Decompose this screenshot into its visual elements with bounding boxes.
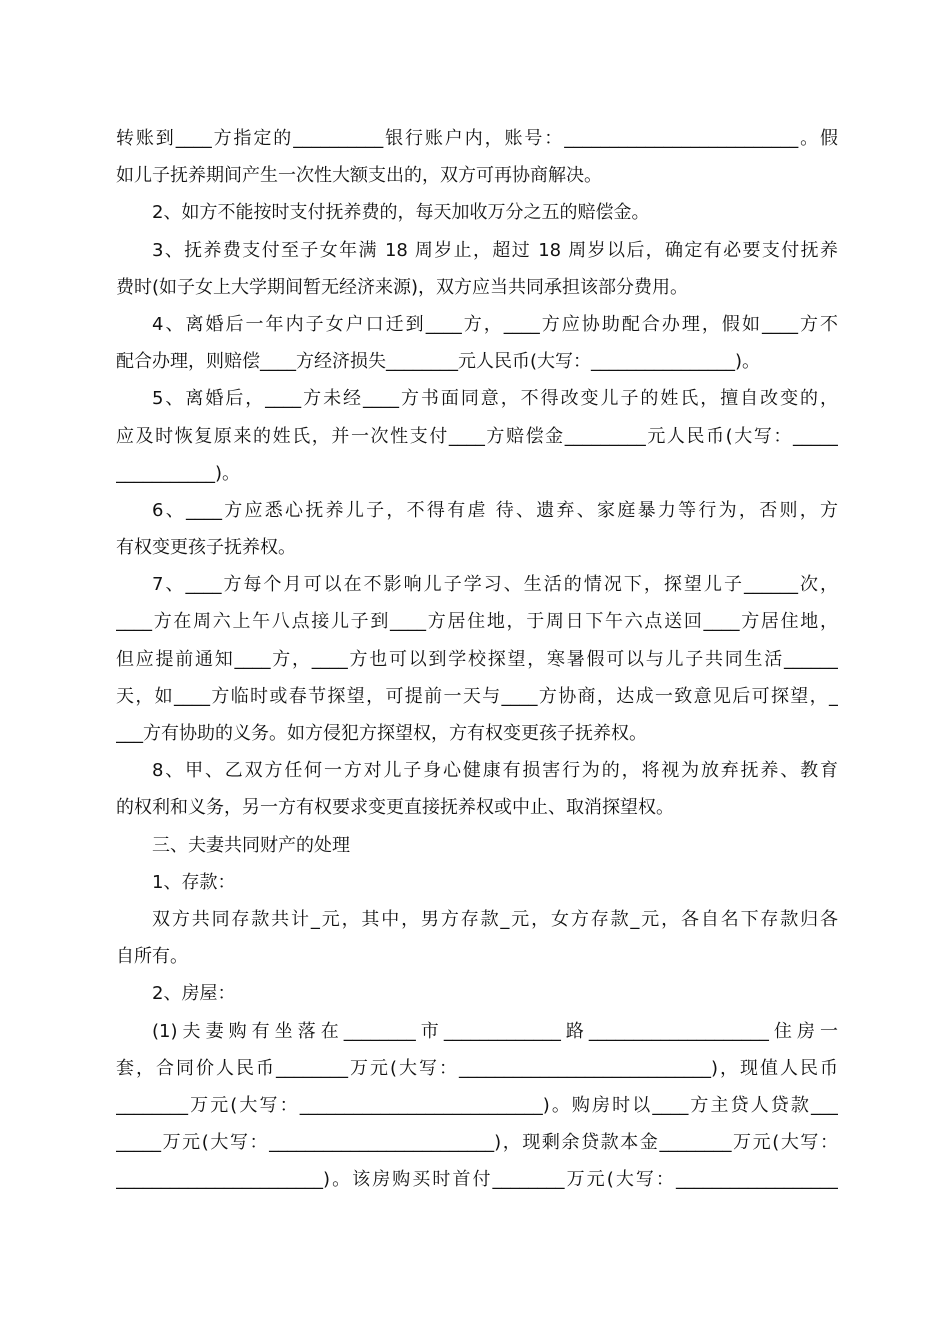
paragraph-line: (1)夫妻购有坐落在________市_____________路____________________住房一: [152, 1020, 838, 1042]
paragraph-line: 天，如____方临时或春节探望，可提前一天与____方协商，达成一致意见后可探望，_: [116, 685, 838, 707]
paragraph-line: 套，合同价人民币________万元(大写：____________________________)，现值人民币: [116, 1057, 838, 1079]
paragraph-line: ____方在周六上午八点接儿子到____方居住地，于周日下午六点送回____方居住地，: [116, 611, 838, 633]
paragraph-line: 但应提前通知____方，____方也可以到学校探望，寒暑假可以与儿子共同生活______: [116, 648, 838, 670]
paragraph-line: 转账到____方指定的__________银行账户内，账号：__________________________。假: [116, 128, 838, 149]
paragraph-line: 配合办理，则赔偿____方经济损失________元人民币(大写：________________)。: [116, 351, 761, 373]
paragraph-line: 费时(如子女上大学期间暂无经济来源)，双方应当共同承担该部分费用。: [116, 276, 689, 298]
paragraph-line: 的权利和义务，另一方有权要求变更直接抚养权或中止、取消探望权。: [116, 797, 674, 819]
paragraph-line: 自所有。: [116, 946, 188, 968]
paragraph-line: 2、如方不能按时支付抚养费的，每天加收万分之五的赔偿金。: [152, 202, 650, 224]
paragraph-line: ________万元(大写：___________________________)。购房时以____方主贷人贷款___: [116, 1094, 838, 1116]
paragraph-line: ___________)。: [116, 462, 241, 484]
paragraph-line: 3、抚养费支付至子女年满 18 周岁止，超过 18 周岁以后，确定有必要支付抚养: [152, 239, 838, 261]
paragraph-line: 6、____方应悉心抚养儿子，不得有虐 待、遗弃、家庭暴力等行为，否则，方: [152, 499, 838, 521]
subsection-heading: 1、存款：: [152, 871, 236, 893]
paragraph-line: 8、甲、乙双方任何一方对儿子身心健康有损害行为的，将视为放弃抚养、教育: [152, 760, 838, 782]
paragraph-line: 5、离婚后，____方未经____方书面同意，不得改变儿子的姓氏，擅自改变的，: [152, 388, 838, 410]
paragraph-line: _______________________)。该房购买时首付________万元(大写：__________________: [116, 1169, 838, 1191]
section-heading: 三、夫妻共同财产的处理: [152, 834, 350, 856]
paragraph-line: 有权变更孩子抚养权。: [116, 537, 296, 559]
paragraph-line: 7、____方每个月可以在不影响儿子学习、生活的情况下，探望儿子______次，: [152, 574, 838, 596]
paragraph-line: _____万元(大写：_________________________)，现剩余贷款本金________万元(大写：: [116, 1132, 838, 1154]
paragraph-line: 如儿子抚养期间产生一次性大额支出的，双方可再协商解决。: [116, 165, 602, 187]
paragraph-line: 4、离婚后一年内子女户口迁到____方，____方应协助配合办理，假如____方不: [152, 313, 838, 335]
subsection-heading: 2、房屋：: [152, 983, 236, 1005]
paragraph-line: 双方共同存款共计_元，其中，男方存款_元，女方存款_元，各自名下存款归各: [152, 908, 838, 930]
paragraph-line: ___方有协助的义务。如方侵犯方探望权，方有权变更孩子抚养权。: [116, 723, 647, 744]
document-body: [116, 120, 838, 1198]
paragraph-line: 应及时恢复原来的姓氏，并一次性支付____方赔偿金_________元人民币(大写：_____: [116, 425, 838, 447]
